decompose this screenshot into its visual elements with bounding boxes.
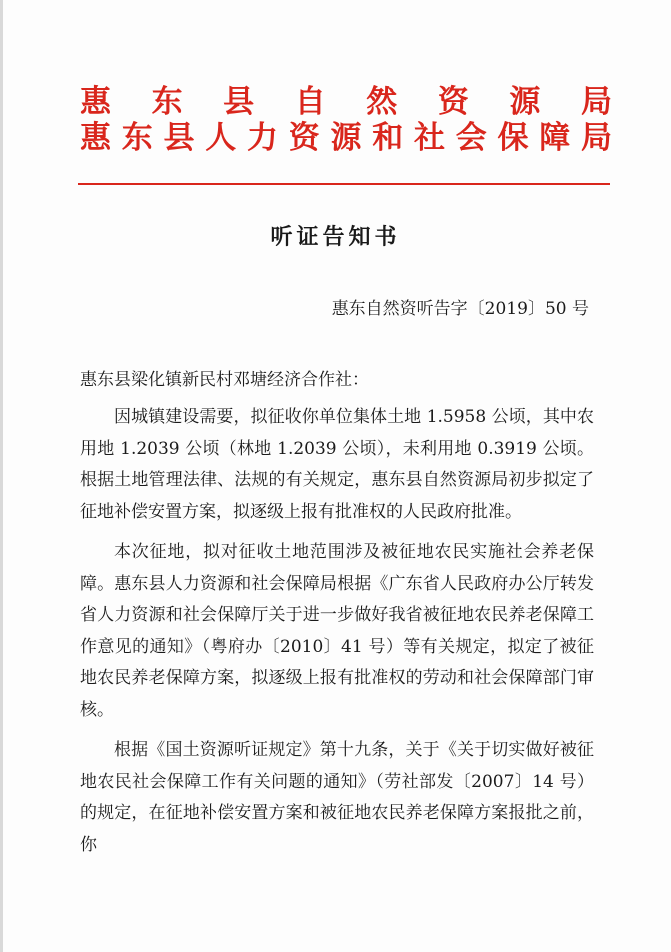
addressee: 惠东县梁化镇新民村邓塘经济合作社： <box>80 370 369 390</box>
org-name-char: 资 <box>437 84 469 120</box>
org-name-char: 人 <box>205 120 237 156</box>
org-name-row <box>80 120 612 156</box>
org-name-char: 资 <box>288 120 320 156</box>
org-name-char: 和 <box>372 120 404 156</box>
org-name-row <box>80 84 612 120</box>
org-name-char: 惠 <box>80 84 111 120</box>
org-name-char: 局 <box>581 120 612 156</box>
body-paragraph-3: 根据《国土资源听证规定》第十九条，关于《关于切实做好被征地农民社会保障工作有关问题的通知》（劳社部发〔2007〕14 号）的规定，在征地补偿安置方案和被征地农民养老保障方案报批之前，你 <box>80 740 594 855</box>
body-paragraph-2: 本次征地，拟对征收土地范围涉及被征地农民实施社会养老保障。惠东县人力资源和社会保障局根据《广东省人民政府办公厅转发省人力资源和社会保障厅关于进一步做好我省被征地农民养老保障工作意见的通知》（粤府办〔2010〕41 号）等有关规定，拟定了被征地农民养老保障方案，拟逐级上报有批准权的劳动和社会保障部门审核。 <box>80 542 594 720</box>
issuing-org-human-resources <box>80 120 612 156</box>
issuing-org-natural-resources <box>80 84 612 120</box>
body-paragraph-1: 因城镇建设需要，拟征收你单位集体土地 1.5958 公顷，其中农用地 1.2039 公顷（林地 1.2039 公顷），未利用地 0.3919 公顷。根据土地管理法律、法规的有关规定，惠东县自然资源局初步拟定了征地补偿安置方案，拟逐级上报有批准权的人民政府批准。 <box>80 407 594 522</box>
org-name-char: 东 <box>121 120 153 156</box>
org-name-char: 力 <box>247 120 278 156</box>
org-name-char: 自 <box>294 84 326 120</box>
org-name-char: 源 <box>509 84 541 120</box>
page-edge-shadow <box>0 0 3 952</box>
org-name-char: 障 <box>539 120 571 156</box>
document-title: 听证告知书 <box>270 224 401 250</box>
document-number: 惠东自然资听告字〔2019〕50 号 <box>331 299 589 319</box>
org-name-char: 社 <box>414 120 445 156</box>
org-name-char: 保 <box>497 120 529 156</box>
org-name-char: 惠 <box>80 120 111 156</box>
org-name-char: 源 <box>330 120 362 156</box>
red-header-divider <box>78 183 610 185</box>
org-name-char: 东 <box>151 84 183 120</box>
org-name-char: 然 <box>366 84 398 120</box>
org-name-char: 县 <box>223 84 255 120</box>
org-name-char: 县 <box>163 120 195 156</box>
org-name-char: 局 <box>580 84 612 120</box>
org-name-char: 会 <box>455 120 487 156</box>
document-body <box>80 402 594 870</box>
